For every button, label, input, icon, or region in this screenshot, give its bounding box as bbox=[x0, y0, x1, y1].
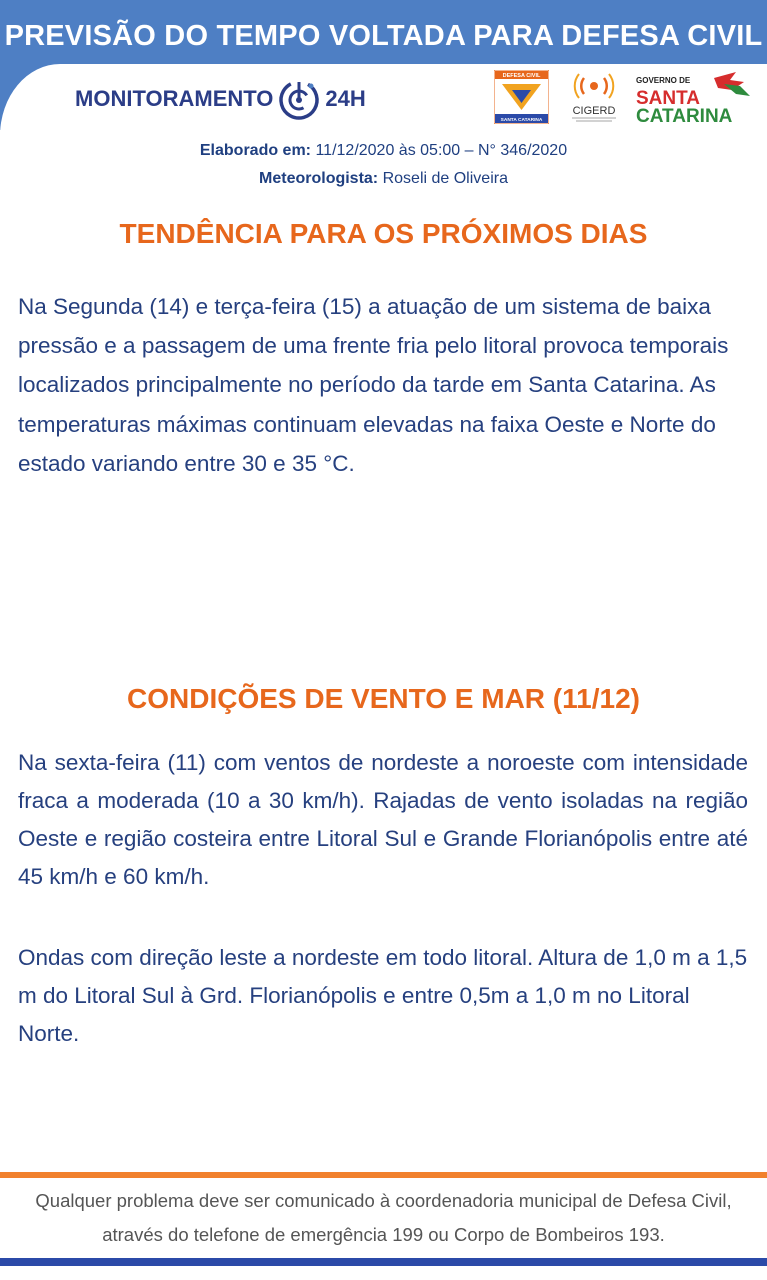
monitor-target-icon bbox=[276, 76, 322, 122]
elaborado-label: Elaborado em: bbox=[199, 142, 312, 159]
monitoramento-logo bbox=[75, 72, 366, 126]
monitoramento-label: MONITORAMENTO bbox=[75, 86, 274, 111]
footer-line-2: através do telefone de emergência 199 ou Corpo de Bombeiros 193. bbox=[102, 1224, 665, 1245]
trend-paragraph: Na Segunda (14) e terça-feira (15) a atuação de um sistema de baixa pressão e a passagem de uma frente fria pelo litoral provoca temporais localizados principalmente no período da tarde em Santa Catarina. As temperaturas máximas continuam elevadas na faixa Oeste e Norte do estado variando entre 30 e 35 °C. bbox=[18, 294, 729, 476]
footer-line-1: Qualquer problema deve ser comunicado à coordenadoria municipal de Defesa Civil, bbox=[35, 1190, 732, 1211]
trend-title: TENDÊNCIA PARA OS PRÓXIMOS DIAS bbox=[119, 218, 648, 249]
defesa-civil-bottom-text: SANTA CATARINA bbox=[500, 118, 543, 123]
page-title: PREVISÃO DO TEMPO VOLTADA PARA DEFESA CIVIL bbox=[4, 20, 763, 52]
waves-paragraph: Ondas com direção leste a nordeste em todo litoral. Altura de 1,0 m a 1,5 m do Litoral Sul à Grd. Florianópolis e entre 0,5m a 1,0 m no Litoral Norte. bbox=[18, 945, 748, 1046]
sc-line1-text: SANTA bbox=[636, 88, 701, 109]
footer-notice bbox=[0, 1184, 767, 1252]
meteorologista-label: Meteorologista: bbox=[259, 170, 379, 187]
defesa-civil-logo bbox=[494, 70, 549, 124]
elaborado-line bbox=[0, 142, 767, 160]
footer-orange-rule bbox=[0, 1172, 767, 1178]
sc-line2-text: CATARINA bbox=[636, 106, 733, 126]
elaborado-value: 11/12/2020 às 05:00 – N° 346/2020 bbox=[311, 142, 568, 159]
cigerd-text: CIGERD bbox=[572, 105, 616, 117]
wind-title: CONDIÇÕES DE VENTO E MAR (11/12) bbox=[127, 683, 640, 714]
cigerd-logo bbox=[564, 70, 624, 126]
footer-blue-rule bbox=[0, 1258, 767, 1266]
santa-catarina-logo bbox=[632, 70, 754, 126]
meteorologista-value: Roseli de Oliveira bbox=[378, 170, 508, 187]
monitoramento-24h: 24H bbox=[325, 86, 366, 111]
defesa-civil-top-text: DEFESA CIVIL bbox=[502, 73, 541, 79]
sc-gov-text: GOVERNO DE bbox=[636, 76, 691, 85]
meteorologista-line bbox=[0, 170, 767, 188]
wind-paragraph: Na sexta-feira (11) com ventos de nordeste a noroeste com intensidade fraca a moderada (10 a 30 km/h). Rajadas de vento isoladas na região Oeste e região costeira entre Litoral Sul e Grande Florianópolis entre até 45 km/h e 60 km/h. bbox=[18, 750, 748, 889]
